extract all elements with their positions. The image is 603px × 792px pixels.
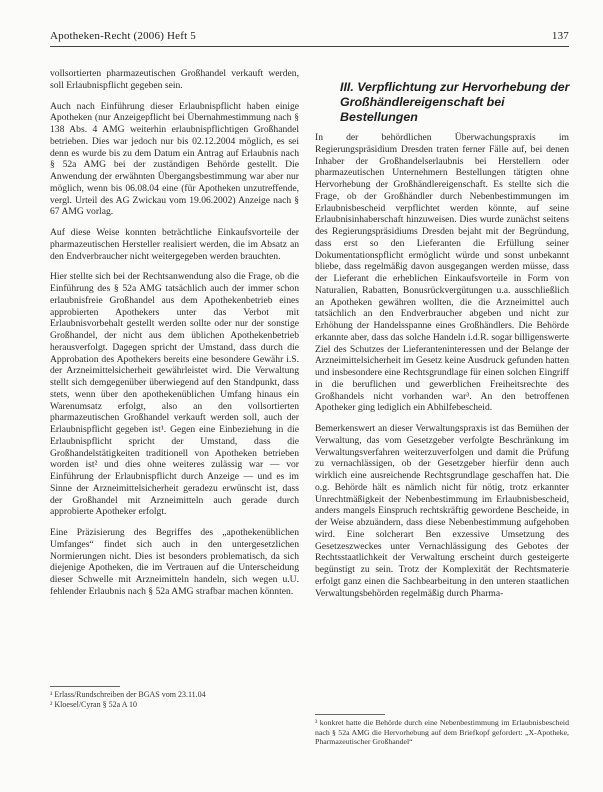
header-divider xyxy=(50,46,569,47)
right-paragraph-1: In der behördlichen Überwachungspraxis im Regierungspräsidium Dresden traten ferner Fälle auf, bei denen Inhaber der Großhandelserlaubnis bei Herstellern oder pharmazeutischen Unternehmern Bestellungen tätigten ohne Hervorhebung der Großhändlereigenschaft. Es stellte sich die Frage, ob der Großhändler durch Nebenbestimmungen im Erlaubnisbescheid verpflichtet werden könnte, auf seine Erlaubnisinhaberschaft hinzuweisen. Dies wurde zunächst seitens des Regierungspräsidiums Dresden bejaht mit der Begründung, dass erst so den Lieferanten die Erfüllung seiner Dokumentationspflicht ermöglicht würde und sonst unbekannt bliebe, dass regelmäßig davon ausgegangen werden müsse, dass der Lieferant die erheblichen Einkaufsvorteile in Form von Naturalien, Rabatten, Bonusrückvergütungen u.a. ausschließlich an Apotheken gewähren wollten, die die Arzneimittel auch tatsächlich an den Endverbraucher abgeben und nicht zur Erhöhung der Handelsspanne eines Großhändlers. Die Behörde erkannte aber, dass das solche Handeln i.d.R. sogar billigenswerte Ziel des Schutzes der Lieferanteninteressen und der Belange der Arzneimittelsicherheit im Gesetz keine Ausdruck gefunden hatten und insbesondere eine Rechtsgrundlage für einen solchen Eingriff in die beruflichen und gewerblichen Freiheitsrechte des Großhandels nicht vorhanden war³. An den betroffenen Apotheker ging lediglich ein Abhilfebescheid. xyxy=(315,132,569,414)
right-footnote-divider xyxy=(315,714,385,715)
left-paragraph-2: Auch nach Einführung dieser Erlaubnispflicht haben einige Apotheken (nur Anzeigepflicht bei Übernahmestimmung nach § 138 Abs. 4 AMG weiterhin erlaubnispflichtigen Großhandel betrieben. Dies war jedoch nur bis 02.12.2004 möglich, es sei denn es wurde bis zu dem Datum ein Antrag auf Erlaubnis nach § 52a AMG bei der zuständigen Behörde gestellt. Die Anwendung der erwähnten Übergangsbestimmung war aber nur möglich, wenn bis 06.08.04 eine (für Apotheken unzutreffende, vergl. Urteil des AG Zwickau vom 19.06.2002) Anzeige nach § 67 AMG vorlag. xyxy=(50,100,299,218)
left-paragraph-1: vollsortierten pharmazeutischen Großhandel verkauft werden, soll Erlaubnispflicht gegeben sein. xyxy=(50,68,299,91)
page-header xyxy=(50,30,569,44)
left-footnotes xyxy=(50,690,299,710)
left-footnote-divider xyxy=(50,686,120,687)
left-paragraph-5: Eine Präzisierung des Begriffes des „apothekenüblichen Umfanges“ findet sich auch in den untergesetzlichen Normierungen nicht. Dies ist besonders problematisch, da sich diejenige Apotheken, die im Vertrauen auf die Unterscheidung dieser Schwelle mit Arzneimitteln handeln, sich wegen u.U. fehlender Erlaubnis nach § 52a AMG strafbar machen könnten. xyxy=(50,527,299,597)
journal-title: Apotheken-Recht (2006) Heft 5 xyxy=(50,30,197,42)
left-paragraph-4: Hier stellte sich bei der Rechtsanwendung also die Frage, ob die Einführung des § 52a AMG tatsächlich auch der immer schon erlaubnisfreie Großhandel aus dem Apothekenbetrieb eines approbierten Apothekers unter das Verbot mit Erlaubnisvorbehalt gestellt werden sollte oder nur der sonstige Großhandel, der nicht aus dem üblichen Apothekenbetrieb herausverfolgt. Dagegen spricht der Umstand, dass durch die Approbation des Apothekers bereits eine besondere Gewähr i.S. der Arzneimittelsicherheit gewährleistet wird. Die Verwaltung stellt sich demgegenüber überwiegend auf den Standpunkt, dass stets, wenn über den apothekenüblichen Umfang hinaus ein Warenumsatz erfolgt, also an den vollsortierten pharmazeutischen Großhandel verkauft werden soll, auch der Erlaubnispflicht gegeben ist¹. Gegen eine Einbeziehung in die Erlaubnispflicht spricht der Umstand, dass die Großhandelstätigkeiten traditionell von Apotheken betrieben worden ist² und dies ohne weiteres zulässig war — vor Einführung der Erlaubnispflicht durch Anzeige — und es im Sinne der Arzneimittelsicherheit geradezu erwünscht ist, dass der Großhandel mit Arzneimitteln auch gerade durch approbierte Apotheker erfolgt. xyxy=(50,271,299,518)
right-column xyxy=(315,132,569,608)
footnote-3: ³ konkret hatte die Behörde durch eine Nebenbestimmung im Erlaubnisbescheid nach § 52a AMG die Hervorhebung auf dem Briefkopf gefordert: „X-Apotheke, Pharmazeutischer Großhandel“ xyxy=(315,718,569,747)
left-column xyxy=(50,68,299,607)
section-heading: III. Verpflichtung zur Hervorhebung der Großhändlereigenschaft bei Bestellungen xyxy=(340,80,570,124)
page-number: 137 xyxy=(551,30,569,42)
right-paragraph-2: Bemerkenswert an dieser Verwaltungspraxis ist das Bemühen der Verwaltung, das vom Gesetzgeber verfolgte Beschränkung im Verwaltungsverfahren weiterzuverfolgen und damit die Prüfung zu vernachlässigen, ob der Gesetzgeber hierfür denn auch wirklich eine ausreichende Rechtsgrundlage geschaffen hat. Die o.g. Behörde hält es nämlich nicht für nötig, trotz erkannter Unrechtmäßigkeit der Nebenbestimmung im Erlaubnisbescheid, anders mangels Einspruch rechtskräftig gewordene Bescheide, in der Weise abzuändern, dass diese Nebenbestimmung aufgehoben wird. Eine solcherart Ben exzessive Umsetzung des Gesetzeszweckes unter Vernachlässigung des Gebotes der Rechtsstaatlichkeit der Verwaltung erscheint durch gesteigerte begünstigt zu sein. Trotz der Komplexität der Rechtsmaterie erfolgt ganz einen die Sachbearbeitung in den unteren staatlichen Verwaltungsbehörden regelmäßig durch Pharma- xyxy=(315,423,569,599)
left-paragraph-3: Auf diese Weise konnten beträchtliche Einkaufsvorteile der pharmazeutischen Hersteller realisiert werden, die im Absatz an den Endverbraucher nicht weitergegeben werden brauchten. xyxy=(50,227,299,262)
footnote-2: ² Kloesel/Cyran § 52a A 10 xyxy=(50,700,138,709)
footnote-1: ¹ Erlass/Rundschreiben der BGAS vom 23.11.04 xyxy=(50,690,206,699)
right-footnotes xyxy=(315,718,569,747)
